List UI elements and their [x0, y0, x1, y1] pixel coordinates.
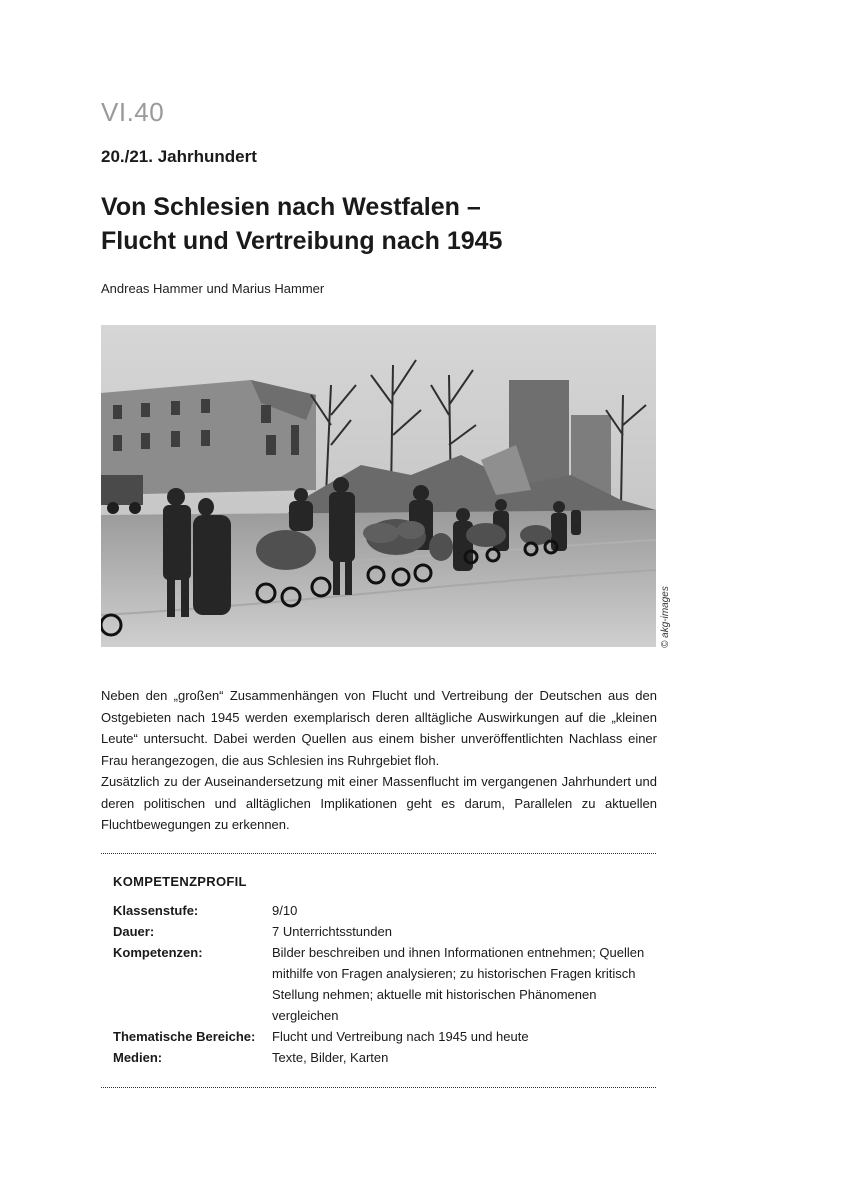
intro-paragraph-2: Zusätzlich zu der Auseinandersetzung mit einer Massenflucht im vergangenen Jahrhundert und deren politischen und alltäglichen Implikationen geht es darum, Parallelen zu aktuellen Fluchtbewegungen zu erkennen.: [101, 774, 657, 832]
title-line-2: Flucht und Vertreibung nach 1945: [101, 227, 503, 255]
kompetenzprofil-table: [113, 900, 653, 1068]
row-value: Flucht und Vertreibung nach 1945 und heute: [272, 1029, 529, 1044]
kompetenzprofil-row: [113, 1047, 653, 1068]
row-value: Bilder beschreiben und ihnen Informationen entnehmen; Quellen mithilfe von Fragen analysieren; zu historischen Fragen kritisch Stellung nehmen; aktuelle mit historischen Phänomenen vergleichen: [272, 945, 645, 1023]
kompetenzprofil-row: [113, 942, 653, 1026]
unit-code: VI.40: [101, 97, 165, 127]
row-label: Klassenstufe:: [113, 903, 199, 918]
row-label: Kompetenzen:: [113, 945, 203, 960]
intro-text: [101, 685, 657, 836]
row-value: 7 Unterrichtsstunden: [272, 924, 392, 939]
row-value: 9/10: [272, 903, 298, 918]
divider-bottom: [101, 1087, 656, 1088]
row-label: Thematische Bereiche:: [113, 1029, 256, 1044]
kompetenzprofil-row: [113, 900, 653, 921]
intro-paragraph-1: Neben den „großen“ Zusammenhängen von Flucht und Vertreibung der Deutschen aus den Ostgebieten nach 1945 werden exemplarisch deren alltägliche Auswirkungen auf die „kleinen Leute“ untersucht. Dabei werden Quellen aus einem bisher unveröffentlichten Nachlass einer Frau herangezogen, die aus Schlesien ins Ruhrgebiet floh.: [101, 688, 657, 768]
title-line-1: Von Schlesien nach Westfalen –: [101, 193, 481, 221]
authors: Andreas Hammer und Marius Hammer: [101, 281, 325, 296]
row-label: Medien:: [113, 1050, 163, 1065]
divider-top: [101, 853, 656, 854]
refugees-photo-illustration: [101, 325, 656, 647]
century-subtitle: 20./21. Jahrhundert: [101, 147, 257, 166]
kompetenzprofil-row: [113, 1026, 653, 1047]
refugees-photo: [101, 325, 656, 647]
photo-credit: © akg-images: [660, 586, 671, 648]
row-label: Dauer:: [113, 924, 155, 939]
kompetenzprofil-row: [113, 921, 653, 942]
kompetenzprofil-heading: KOMPETENZPROFIL: [113, 874, 247, 889]
row-value: Texte, Bilder, Karten: [272, 1050, 389, 1065]
page-title: [101, 190, 502, 258]
